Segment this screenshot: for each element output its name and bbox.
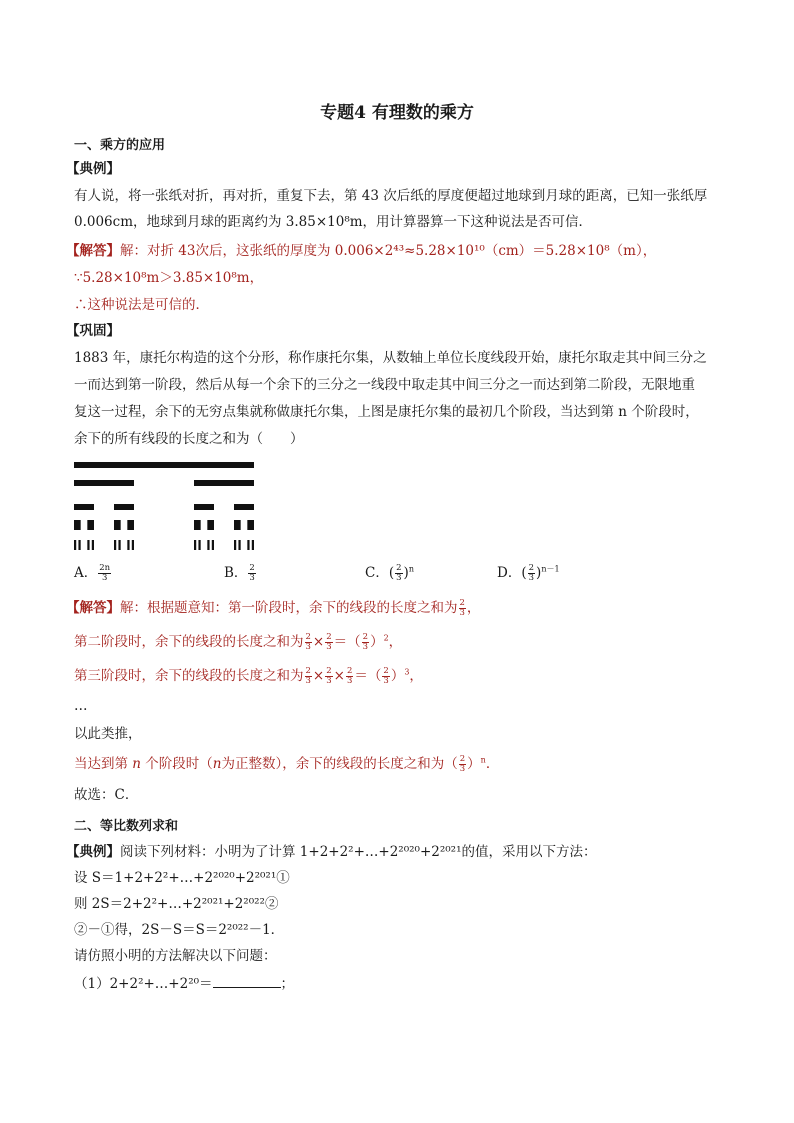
cantor-segment [78,540,80,550]
problem-line3: 复这一过程，余下的无穷点集就称做康托尔集，上图是康托尔集的最初几个阶段，当达到第 n 个阶段时， [74,404,699,420]
ellipsis: … [74,698,88,714]
option-d-fraction: $\frac{2}{3}$ [528,563,535,583]
answer-tag: 【解答】 [66,243,120,259]
option-a-fraction: $\frac{2n}{3}$ [99,563,111,583]
answer-line1: 解：对折 43次后，这张纸的厚度为 0.006×2⁴³≈5.28×10¹⁰（cm）＝5.28×10⁸（m）， [120,243,657,259]
cantor-segment [87,540,89,550]
cantor-segment [114,504,134,510]
section2-line2: 则 2S＝2+2²+…+2²⁰²¹+2²⁰²²② [74,896,279,912]
cantor-segment [247,520,254,530]
option-c-label: C． [365,565,389,581]
section2-line4: 请仿照小明的方法解决以下问题： [74,948,277,964]
answer-line2: ∵5.28×10⁸m＞3.85×10⁸m， [74,270,264,286]
problem-line4: 余下的所有线段的长度之和为（ ） [74,431,304,447]
cantor-segment [207,520,214,530]
answer-line3: ∴这种说法是可信的． [74,297,209,313]
analogy-line: 以此类推， [74,726,142,742]
problem-line1: 1883 年，康托尔构造的这个分形，称作康托尔集，从数轴上单位长度线段开始，康托尔取走其中间三分之 [74,350,707,366]
cantor-segment [74,520,81,530]
cantor-segment [234,520,241,530]
example-tag: 【典例】 [66,161,120,177]
cantor-segment [92,540,94,550]
cantor-segment [234,504,254,510]
cantor-set-figure [72,460,256,552]
option-a[interactable] [74,563,112,583]
section2-intro: 【典例】阅读下列材料：小明为了计算 1+2+2²+…+2²⁰²⁰+2²⁰²¹的值，采用以下方法： [66,844,597,860]
option-c[interactable]: C．( $\frac{2}{3}$ )$^n$ [365,563,414,583]
cantor-segment [127,520,134,530]
cantor-segment [194,540,196,550]
cantor-segment [194,480,254,486]
option-b[interactable] [224,563,257,583]
example-line1: 有人说，将一张纸对折，再对折，重复下去，第 43 次后纸的厚度便超过地球到月球的距离，已知一张纸厚 [74,188,708,204]
cantor-segment [132,540,134,550]
cantor-segment [207,540,209,550]
problem-line2: 一而达到第一阶段，然后从每一个余下的三分之一线段中取走其中间三分之一而达到第二阶段，无限地重 [74,377,695,393]
cantor-segment [74,480,134,486]
solution-line2: 第二阶段时，余下的线段的长度之和为 $\frac{2}{3}$ × $\frac{2}{3}$ ＝（ $\frac{2}{3}$ ）$^2$， [74,632,403,652]
answer-blank[interactable] [213,975,281,988]
page-title: 专题4 有理数的乘方 [320,103,474,123]
option-a-label: A． [74,565,98,581]
section1-heading: 一、乘方的应用 [74,138,166,153]
solution-line4: 当达到第 n 个阶段时（n为正整数），余下的线段的长度之和为（ $\frac{2}{3}$ ）$^n$． [74,754,500,774]
option-c-fraction: $\frac{2}{3}$ [396,563,402,583]
option-d-label: D． [497,565,522,581]
cantor-segment [74,540,76,550]
question-1: （1）2+2²+…+2²⁰＝ ； [74,976,295,992]
option-b-label: B． [224,565,248,581]
solution-line1: 【解答】解：根据题意知：第一阶段时，余下的线段的长度之和为 $\frac{2}{3}$ ， [66,598,481,618]
section2-line3: ②－①得，2S－S＝S＝2²⁰²²－1． [74,922,285,938]
cantor-segment [74,462,254,468]
option-d[interactable]: D．( $\frac{2}{3}$ )$^{n-1}$ [497,563,560,583]
cantor-segment [194,504,214,510]
cantor-segment [127,540,129,550]
cantor-segment [252,540,254,550]
cantor-segment [87,520,94,530]
option-b-fraction: $\frac{2}{3}$ [249,563,255,583]
consolidate-tag: 【巩固】 [66,323,120,339]
answer-block-1 [66,241,656,261]
cantor-segment [234,540,236,550]
section2-heading: 二、等比数列求和 [74,819,179,834]
cantor-segment [247,540,249,550]
cantor-segment [74,504,94,510]
cantor-segment [114,520,121,530]
choice-line: 故选：C． [74,787,139,803]
example-line2: 0.006cm，地球到月球的距离约为 3.85×10⁸m，用计算器算一下这种说法是否可信． [74,214,593,230]
cantor-segment [114,540,116,550]
cantor-segment [212,540,214,550]
solution-line3: 第三阶段时，余下的线段的长度之和为 $\frac{2}{3}$ × $\frac{2}{3}$ × $\frac{2}{3}$ ＝（ $\frac{2}{3}$ ）$^3$， [74,666,423,686]
cantor-segment [238,540,240,550]
cantor-segment [194,520,201,530]
cantor-segment [118,540,120,550]
cantor-segment [198,540,200,550]
section2-line1: 设 S＝1+2+2²+…+2²⁰²⁰+2²⁰²¹① [74,870,290,886]
